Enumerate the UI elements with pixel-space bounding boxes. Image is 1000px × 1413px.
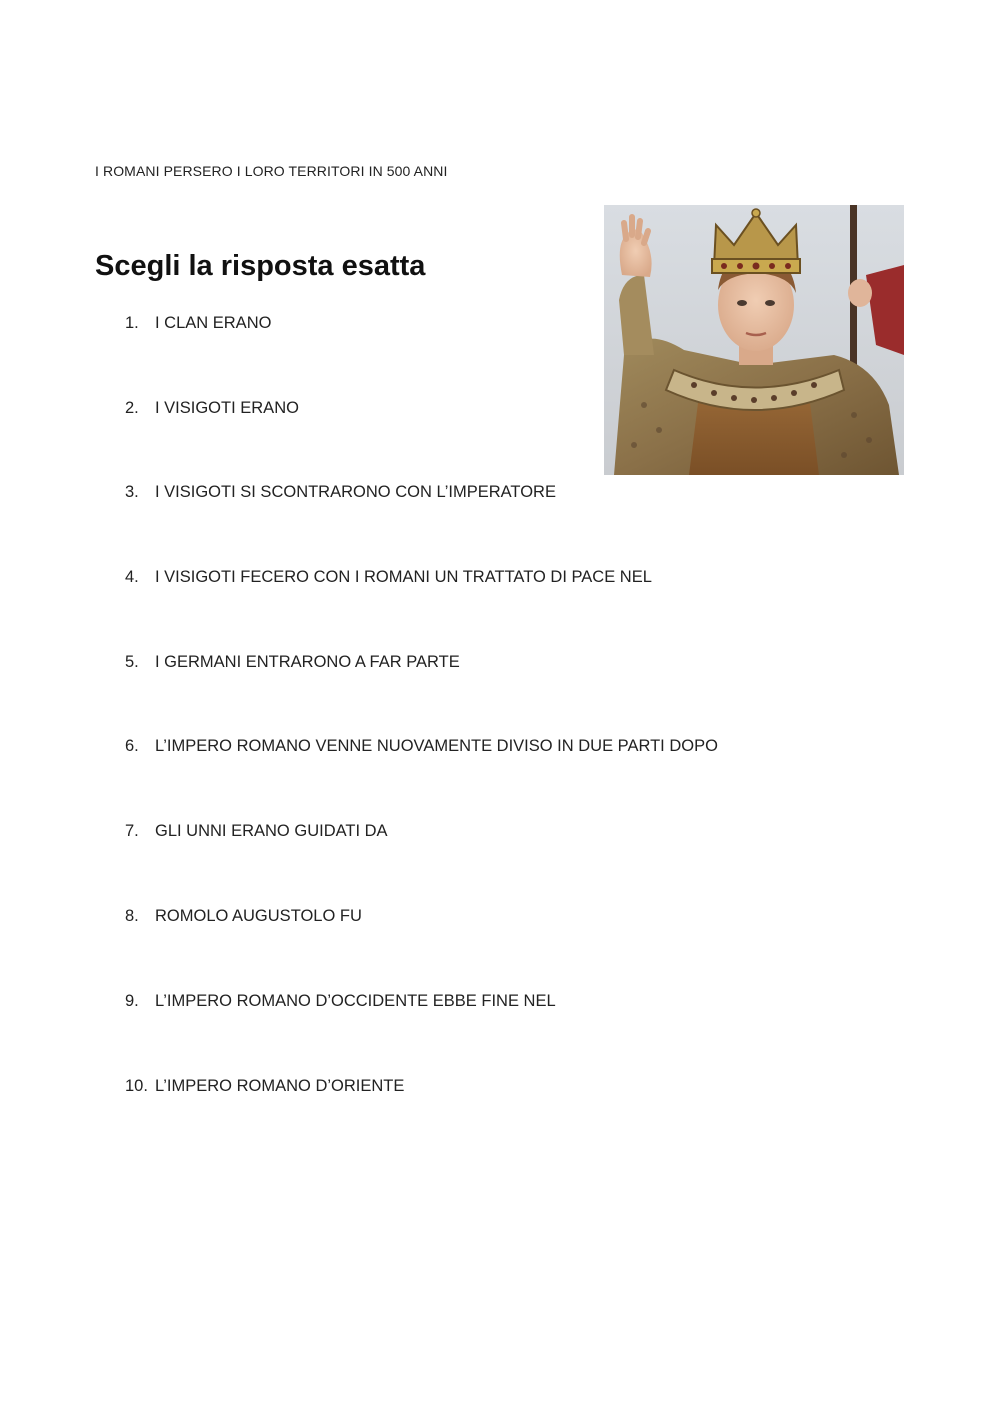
question-number: 9. bbox=[125, 992, 139, 1010]
question-number: 1. bbox=[125, 314, 139, 332]
question-text: L’IMPERO ROMANO D’OCCIDENTE EBBE FINE NEL bbox=[155, 992, 556, 1010]
question-item bbox=[125, 314, 271, 333]
question-number: 5. bbox=[125, 653, 139, 671]
question-text: ROMOLO AUGUSTOLO FU bbox=[155, 907, 362, 925]
question-text: L’IMPERO ROMANO D’ORIENTE bbox=[155, 1077, 405, 1095]
question-text: L’IMPERO ROMANO VENNE NUOVAMENTE DIVISO IN DUE PARTI DOPO bbox=[155, 737, 718, 755]
question-item bbox=[125, 653, 460, 672]
boy-emperor-photo bbox=[604, 205, 904, 475]
question-text: I VISIGOTI ERANO bbox=[155, 399, 299, 417]
worksheet-heading: Scegli la risposta esatta bbox=[95, 250, 426, 282]
question-text: I VISIGOTI FECERO CON I ROMANI UN TRATTATO DI PACE NEL bbox=[155, 568, 652, 586]
question-number: 7. bbox=[125, 822, 139, 840]
question-text: I CLAN ERANO bbox=[155, 314, 272, 332]
question-number: 6. bbox=[125, 737, 139, 755]
question-item bbox=[125, 737, 718, 756]
question-text: I GERMANI ENTRARONO A FAR PARTE bbox=[155, 653, 460, 671]
question-text: GLI UNNI ERANO GUIDATI DA bbox=[155, 822, 388, 840]
question-item bbox=[125, 822, 388, 841]
question-item bbox=[125, 483, 556, 502]
boy-emperor-illustration bbox=[604, 205, 904, 475]
question-number: 3. bbox=[125, 483, 139, 501]
worksheet-subtitle: I ROMANI PERSERO I LORO TERRITORI IN 500 ANNI bbox=[95, 163, 448, 179]
question-item bbox=[125, 992, 556, 1011]
question-item bbox=[125, 568, 652, 587]
question-item bbox=[125, 907, 362, 926]
question-number: 10. bbox=[125, 1077, 148, 1095]
question-text: I VISIGOTI SI SCONTRARONO CON L’IMPERATORE bbox=[155, 483, 556, 501]
question-item bbox=[125, 399, 299, 418]
question-number: 2. bbox=[125, 399, 139, 417]
question-number: 8. bbox=[125, 907, 139, 925]
question-item bbox=[125, 1077, 404, 1096]
question-number: 4. bbox=[125, 568, 139, 586]
